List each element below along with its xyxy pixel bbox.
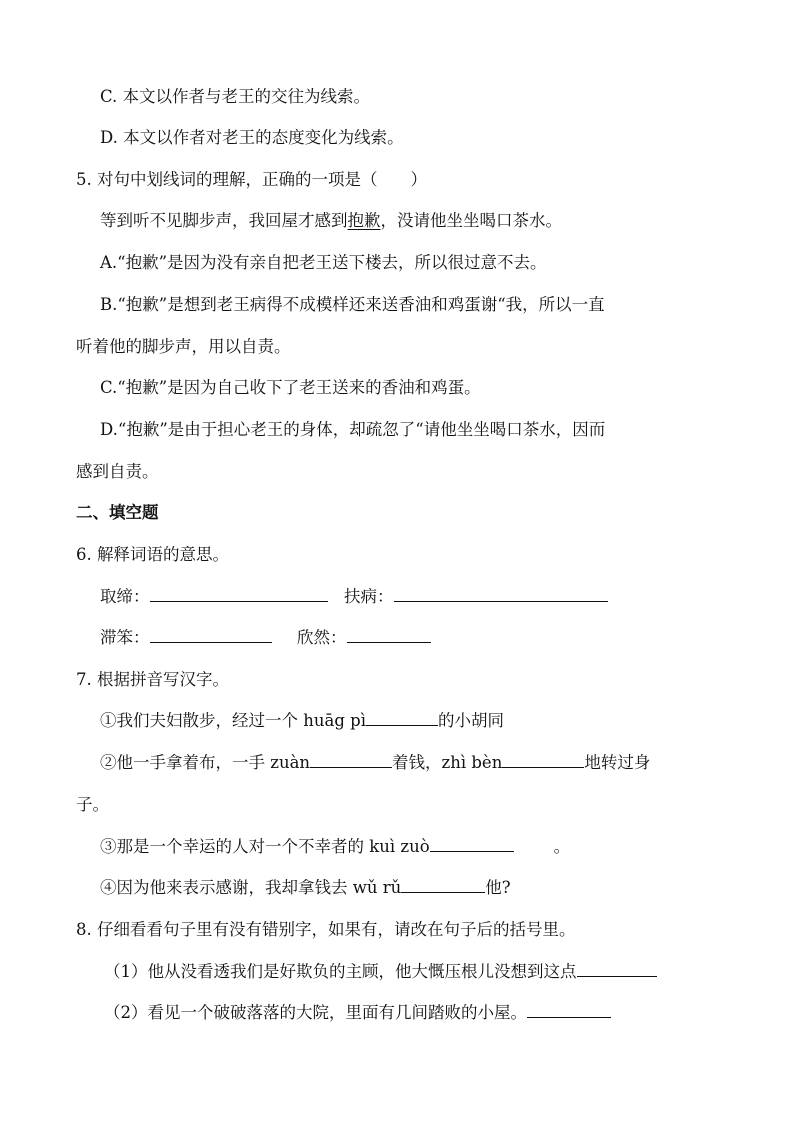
q6-answer-blank-3[interactable] <box>150 628 272 643</box>
q7-item3-tail: 。 <box>553 837 571 856</box>
q5-sentence-before: 等到听不见脚步声，我回屋才感到 <box>100 211 348 230</box>
q7-item4-tail: 他? <box>485 878 511 897</box>
q8-item1-text: （1）他从没看透我们是好欺负的主顾，他大慨压根儿没想到这点 <box>104 962 577 981</box>
q5-sentence <box>100 210 562 232</box>
q8-item1 <box>104 961 657 983</box>
q7-item1 <box>100 710 504 732</box>
q7-item2-tail: 地转过身 <box>584 753 651 772</box>
q7-item4-text: ④因为他来表示感谢，我却拿钱去 wǔ rǔ <box>100 878 402 897</box>
q7-item3-text: ③那是一个幸运的人对一个不幸者的 kuì zuò <box>100 837 430 856</box>
q5-underlined-word: 抱歉 <box>347 211 381 230</box>
q8-stem: 8. 仔细看看句子里有没有错别字，如果有，请改在句子后的括号里。 <box>76 920 576 939</box>
q7-item2-blank-1[interactable] <box>310 753 392 768</box>
q8-item2 <box>104 1002 611 1024</box>
q6-answer-blank-2[interactable] <box>394 587 608 602</box>
q7-item3-blank[interactable] <box>430 837 514 852</box>
q7-item2-text: ②他一手拿着布，一手 zuàn <box>100 753 311 772</box>
q7-item2-blank-2[interactable] <box>502 753 584 768</box>
q6-term-quди: 取缔： <box>100 587 150 606</box>
q7-item2 <box>100 752 650 774</box>
q5-stem: 5. 对句中划线词的理解，正确的一项是（ ） <box>76 170 427 189</box>
q5-option-c: C.“抱歉”是因为自己收下了老王送来的香油和鸡蛋。 <box>100 378 481 397</box>
q8-item2-text: （2）看见一个破破落落的大院，里面有几间踏败的小屋。 <box>104 1003 527 1022</box>
q4-option-c: C. 本文以作者与老王的交往为线索。 <box>100 87 371 106</box>
q5-option-d-line1: D.“抱歉”是由于担心老王的身体，却疏忽了“请他坐坐喝口茶水，因而 <box>100 420 606 439</box>
q8-item1-blank[interactable] <box>577 962 657 977</box>
q6-row2-b <box>297 627 431 649</box>
q7-item2-line2: 子。 <box>76 795 109 814</box>
q6-row2 <box>100 627 272 649</box>
q5-option-d-line2: 感到自责。 <box>76 462 159 481</box>
q6-stem: 6. 解释词语的意思。 <box>76 545 229 564</box>
q5-option-b-line2: 听着他的脚步声，用以自责。 <box>76 337 291 356</box>
q7-item3 <box>100 836 570 858</box>
q6-term-fubing: 扶病： <box>344 587 394 606</box>
q7-item1-blank[interactable] <box>366 711 438 726</box>
q5-option-a: A.“抱歉”是因为没有亲自把老王送下楼去，所以很过意不去。 <box>100 253 547 272</box>
q4-option-d: D. 本文以作者对老王的态度变化为线索。 <box>100 128 404 147</box>
q7-item4-blank[interactable] <box>401 878 485 893</box>
section-heading-fill-in: 二、填空题 <box>76 503 159 522</box>
q7-item4 <box>100 877 511 899</box>
q7-item2-mid: 着钱，zhì bèn <box>392 753 503 772</box>
q6-answer-blank-1[interactable] <box>150 587 328 602</box>
q6-row1 <box>100 586 328 608</box>
q7-item1-tail: 的小胡同 <box>437 711 504 730</box>
q6-answer-blank-4[interactable] <box>347 628 431 643</box>
q5-option-b-line1: B.“抱歉”是想到老王病得不成模样还来送香油和鸡蛋谢“我，所以一直 <box>100 295 605 314</box>
q6-row1-b <box>344 586 608 608</box>
q6-term-xinran: 欣然： <box>297 628 347 647</box>
q6-term-zhiben: 滞笨： <box>100 628 150 647</box>
q5-sentence-after: ，没请他坐坐喝口茶水。 <box>380 211 562 230</box>
q8-item2-blank[interactable] <box>527 1003 611 1018</box>
q7-stem: 7. 根据拼音写汉字。 <box>76 670 229 689</box>
q7-item1-text: ①我们夫妇散步，经过一个 huāg pì <box>100 711 366 730</box>
